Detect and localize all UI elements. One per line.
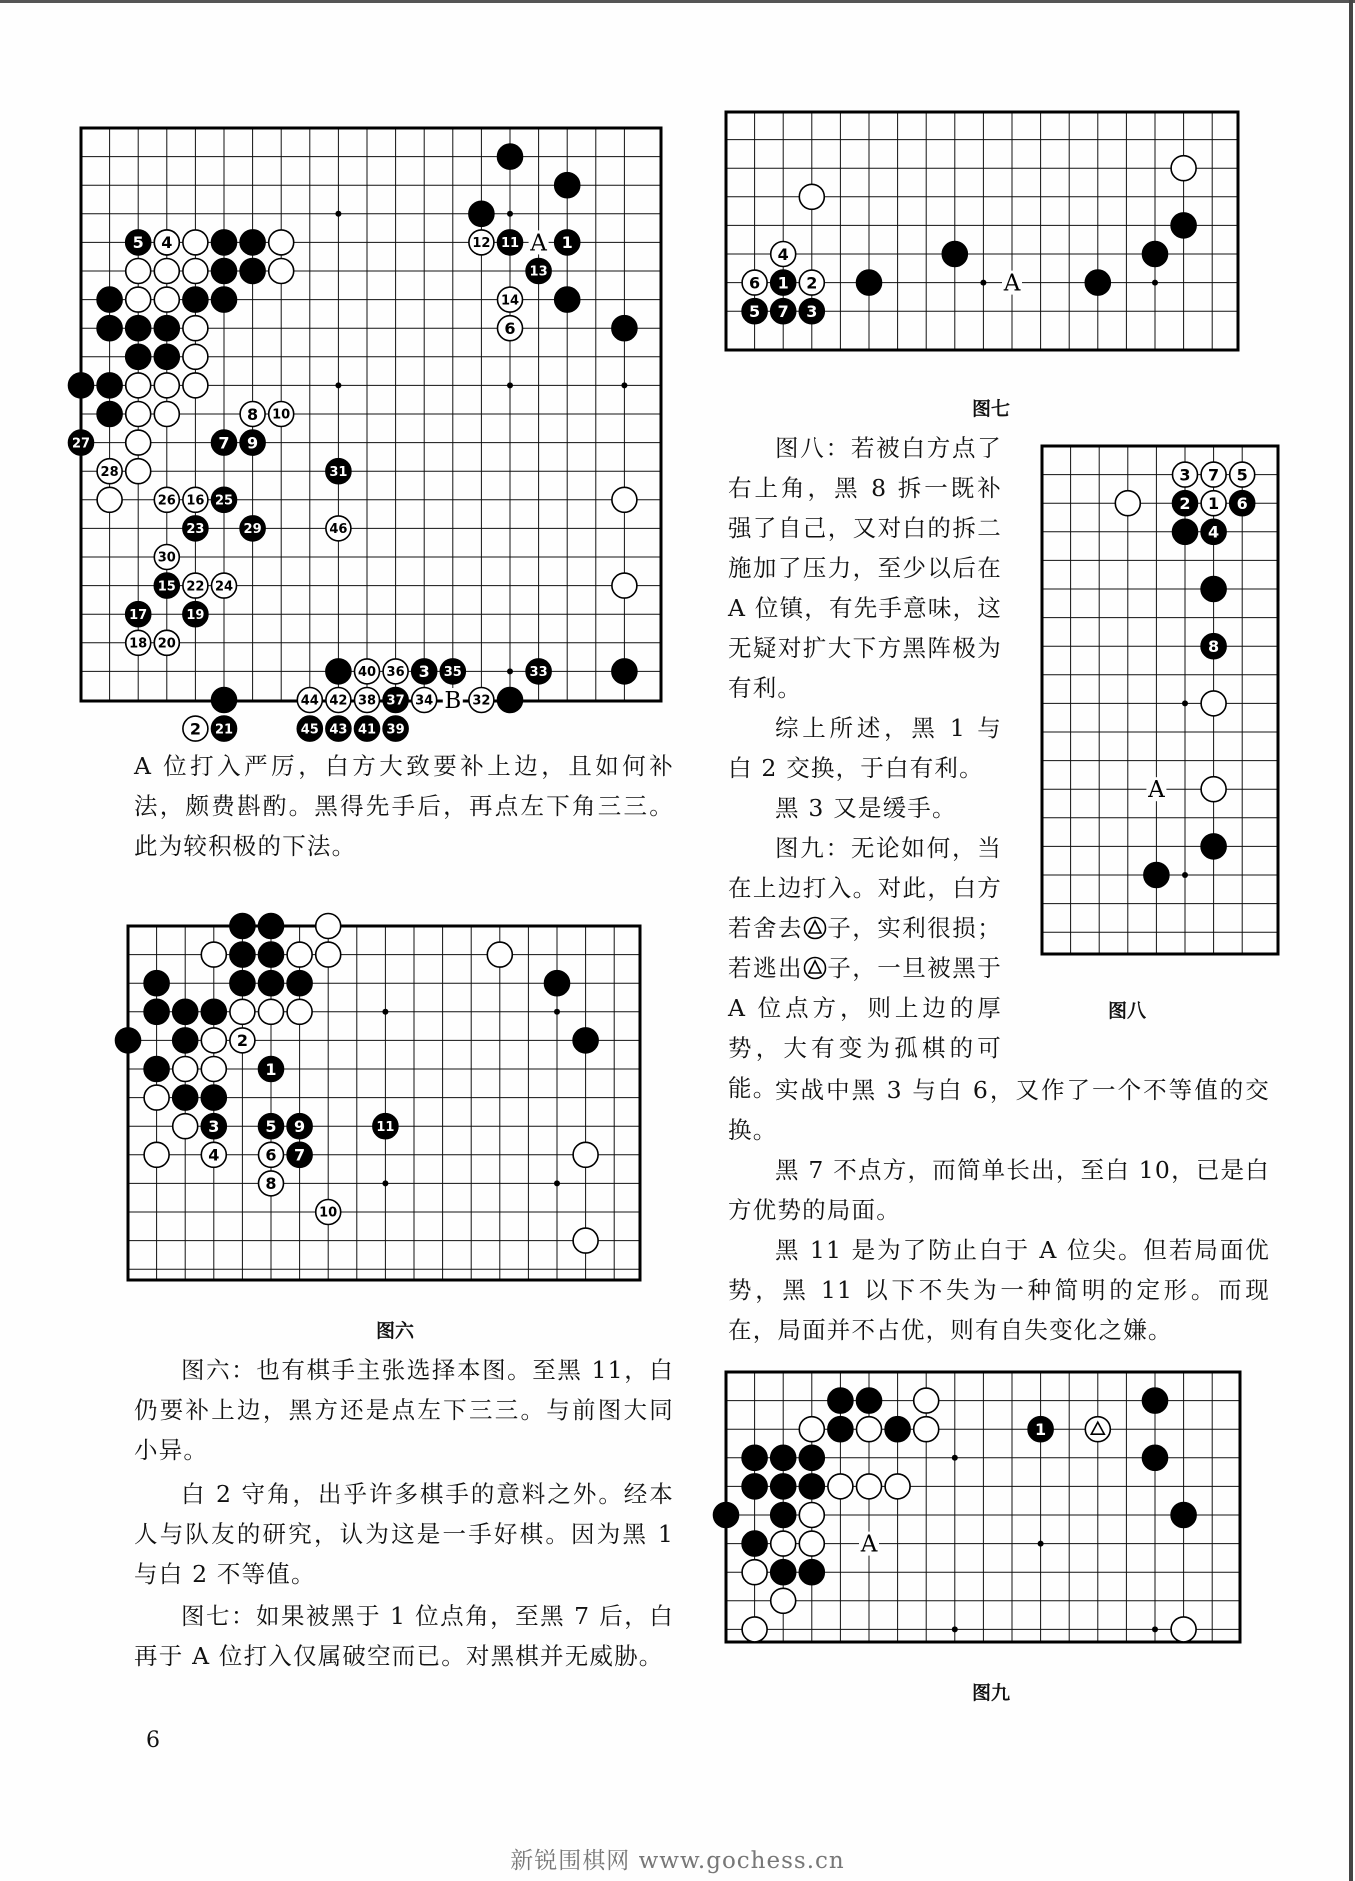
black-stone (212, 688, 237, 713)
stone-number: 39 (386, 722, 405, 738)
para8-part-a: 图九：无论如何，当在上边打入。对此，白方若舍去 (728, 834, 1002, 942)
stone-number: 18 (129, 636, 148, 652)
white-stone (259, 999, 284, 1024)
black-stone (259, 971, 284, 996)
white-stone (183, 373, 208, 398)
black-stone (742, 1474, 767, 1499)
white-stone (828, 1474, 853, 1499)
white-stone (287, 999, 312, 1024)
star-point (507, 211, 513, 217)
paragraph-11: 黑 11 是为了防止白于 A 位尖。但若局面优势，黑 11 以下不失为一种简明的定形。而现在，局面并不占优，则有自失变化之嫌。 (728, 1236, 1270, 1344)
stone-number: 9 (294, 1116, 306, 1136)
stone-number: 44 (300, 693, 319, 709)
stone-number: 2 (236, 1031, 248, 1051)
black-stone (555, 287, 580, 312)
white-stone (1115, 491, 1140, 516)
stone-number: 3 (208, 1116, 220, 1136)
star-point (507, 668, 513, 674)
white-stone (183, 316, 208, 341)
white-stone (154, 287, 179, 312)
star-point (335, 211, 341, 217)
stone-number: 10 (272, 407, 291, 423)
black-stone (97, 373, 122, 398)
white-stone (183, 230, 208, 255)
stone-number: 2 (806, 273, 818, 293)
stone-number: 27 (71, 436, 91, 452)
black-stone (1171, 213, 1196, 238)
stone-number: 2 (1179, 493, 1191, 513)
paragraph-2: 图六：也有棋手主张选择本图。至黑 11，白仍要补上边，黑方还是点左下三三。与前图大同小异。 (134, 1356, 674, 1464)
black-stone (173, 1085, 198, 1110)
figure-7-caption: 图七 (972, 398, 1011, 420)
black-stone (469, 201, 494, 226)
stone-number: 29 (243, 522, 262, 538)
stone-number: 22 (186, 579, 205, 595)
star-point (554, 1009, 560, 1015)
black-stone (771, 1474, 796, 1499)
board-letter-a: A (1148, 777, 1165, 804)
black-stone (612, 659, 637, 684)
black-stone (828, 1417, 853, 1442)
stone-number: 36 (386, 665, 405, 681)
black-stone (545, 971, 570, 996)
stone-number: 32 (472, 693, 491, 709)
black-stone (144, 999, 169, 1024)
star-point (980, 280, 986, 286)
star-point (382, 1009, 388, 1015)
stone-number: 38 (357, 693, 377, 709)
white-stone (316, 914, 341, 939)
black-stone (240, 230, 265, 255)
page-number: 6 (146, 1728, 160, 1753)
white-stone (97, 487, 122, 512)
star-point (1038, 1541, 1044, 1547)
black-stone (1144, 863, 1169, 888)
paragraph-7: 黑 3 又是缓手。 (775, 794, 957, 822)
stone-number: 7 (777, 301, 789, 321)
white-stone (612, 573, 637, 598)
white-stone (1201, 777, 1226, 802)
black-stone (201, 1085, 226, 1110)
stone-number: 4 (777, 244, 789, 264)
para8-part-c: 子，一旦被黑于 A 位点方，则上边的厚势，大有变为孤棋的可能。 (728, 954, 1002, 1102)
stone-number: 8 (265, 1174, 277, 1194)
stone-number: 1 (265, 1059, 277, 1079)
black-stone (771, 1560, 796, 1585)
star-point (621, 382, 627, 388)
black-stone (799, 1474, 824, 1499)
stone-number: 11 (376, 1119, 395, 1135)
stone-number: 46 (329, 522, 348, 538)
stone-number: 5 (132, 233, 144, 253)
black-stone (201, 999, 226, 1024)
black-stone (742, 1445, 767, 1470)
paragraph-5: 图八：若被白方点了右上角，黑 8 拆一既补强了自己，又对白的拆二施加了压力，至少以后在 A 位镇，有先手意味，这无疑对扩大下方黑阵极为有利。 (728, 434, 1002, 702)
white-stone (742, 1560, 767, 1585)
stone-number: 4 (161, 233, 173, 253)
stone-number: 37 (386, 693, 405, 709)
black-stone (240, 259, 265, 284)
white-stone (144, 1142, 169, 1167)
stone-number: 3 (418, 662, 430, 682)
black-stone (573, 1028, 598, 1053)
stone-number: 6 (1236, 493, 1248, 513)
white-stone (771, 1531, 796, 1556)
triangle-stone-icon (803, 914, 827, 942)
white-stone (126, 430, 151, 455)
stone-number: 12 (472, 236, 491, 252)
paragraph-3: 白 2 守角，出乎许多棋手的意料之外。经本人与队友的研究，认为这是一手好棋。因为黑 1 与白 2 不等值。 (134, 1480, 674, 1588)
black-stone (555, 173, 580, 198)
white-stone (914, 1388, 939, 1413)
white-stone (799, 1531, 824, 1556)
stone-number: 1 (1035, 1419, 1047, 1439)
white-stone (914, 1417, 939, 1442)
stone-number: 6 (749, 273, 761, 293)
stone-number: 7 (1208, 465, 1220, 485)
stone-number: 20 (157, 636, 176, 652)
black-stone (1143, 1388, 1168, 1413)
white-stone (126, 402, 151, 427)
triangle-stone-icon (803, 954, 827, 982)
black-stone (1085, 270, 1110, 295)
stone-number: 8 (1208, 636, 1220, 656)
stone-number: 4 (208, 1145, 220, 1165)
white-stone (316, 942, 341, 967)
black-stone (69, 373, 94, 398)
stone-number: 30 (157, 550, 176, 566)
white-stone (573, 1142, 598, 1167)
stone-number: 17 (129, 607, 148, 623)
white-stone (742, 1617, 767, 1642)
stone-number: 13 (529, 264, 548, 280)
stone-number: 23 (186, 522, 205, 538)
paragraph-6: 综上所述，黑 1 与白 2 交换，于白有利。 (728, 714, 1002, 782)
white-stone (487, 942, 512, 967)
star-point (382, 1180, 388, 1186)
white-stone (799, 1417, 824, 1442)
black-stone (97, 316, 122, 341)
white-stone (230, 999, 255, 1024)
stone-number: 45 (300, 722, 319, 738)
white-stone (201, 1057, 226, 1082)
black-stone (126, 344, 151, 369)
black-stone (183, 287, 208, 312)
white-stone (771, 1588, 796, 1613)
board-letter-a: A (860, 1531, 878, 1558)
black-stone (230, 914, 255, 939)
black-stone (144, 1057, 169, 1082)
black-stone (771, 1445, 796, 1470)
star-point (1182, 872, 1188, 878)
star-point (335, 382, 341, 388)
stone-number: 43 (329, 722, 348, 738)
figure-6-caption: 图六 (376, 1320, 415, 1342)
white-stone (154, 402, 179, 427)
board-letter-b: B (444, 688, 462, 714)
stone-number: 9 (247, 433, 259, 453)
triangle-marked-stone (1085, 1417, 1110, 1442)
white-stone (857, 1417, 882, 1442)
stone-number: 28 (100, 464, 119, 480)
white-stone (1171, 1617, 1196, 1642)
stone-number: 3 (1179, 465, 1191, 485)
black-stone (97, 402, 122, 427)
stone-number: 41 (357, 722, 377, 738)
black-stone (173, 1028, 198, 1053)
black-stone (1201, 834, 1226, 859)
stone-number: 34 (415, 693, 434, 709)
board-figure-9 (704, 1360, 1248, 1652)
board-letter-a: A (1003, 270, 1021, 297)
paragraph-10: 黑 7 不点方，而简单长出，至白 10，已是白方优势的局面。 (728, 1156, 1270, 1224)
white-stone (1201, 691, 1226, 716)
black-stone (287, 971, 312, 996)
stone-number: 14 (500, 293, 520, 309)
black-stone (116, 1028, 141, 1053)
black-stone (498, 688, 523, 713)
page-top-border (0, 0, 1355, 3)
star-point (1182, 700, 1188, 706)
stone-number: 11 (500, 236, 520, 252)
black-stone (714, 1503, 739, 1528)
black-stone (230, 942, 255, 967)
stone-number: 6 (504, 318, 516, 338)
board-diagram-1 (71, 126, 670, 739)
white-stone (126, 287, 151, 312)
black-stone (230, 971, 255, 996)
stone-number: 26 (157, 493, 176, 509)
black-stone (154, 316, 179, 341)
white-stone (173, 1057, 198, 1082)
black-stone (1201, 577, 1226, 602)
black-stone (173, 999, 198, 1024)
white-stone (857, 1474, 882, 1499)
black-stone (1173, 519, 1198, 544)
black-stone (742, 1531, 767, 1556)
white-stone (287, 942, 312, 967)
figure-9-caption: 图九 (972, 1682, 1011, 1704)
stone-number: 31 (329, 464, 348, 480)
stone-number: 4 (1208, 522, 1220, 542)
stone-number: 16 (186, 493, 205, 509)
stone-number: 24 (214, 579, 234, 595)
white-stone (885, 1474, 910, 1499)
stone-number: 2 (189, 719, 201, 739)
board-figure-8 (1032, 444, 1280, 960)
black-stone (126, 316, 151, 341)
white-stone (573, 1228, 598, 1253)
white-stone (799, 1503, 824, 1528)
white-stone (269, 259, 294, 284)
black-stone (97, 287, 122, 312)
white-stone (126, 259, 151, 284)
white-stone (126, 459, 151, 484)
stone-number: 35 (443, 665, 462, 681)
black-stone (799, 1560, 824, 1585)
black-stone (326, 659, 351, 684)
black-stone (1171, 1503, 1196, 1528)
black-stone (259, 942, 284, 967)
black-stone (799, 1445, 824, 1470)
board-figure-7 (722, 112, 1244, 356)
star-point (554, 1180, 560, 1186)
board-letter-a: A (530, 230, 547, 257)
white-stone (269, 230, 294, 255)
stone-number: 7 (294, 1145, 306, 1165)
black-stone (857, 270, 882, 295)
star-point (952, 1455, 958, 1461)
white-stone (201, 942, 226, 967)
stone-number: 6 (265, 1145, 277, 1165)
black-stone (154, 344, 179, 369)
black-stone (212, 230, 237, 255)
figure-8-caption: 图八 (1108, 1000, 1147, 1022)
white-stone (173, 1114, 198, 1139)
stone-number: 1 (1208, 493, 1220, 513)
paragraph-1: A 位打入严厉，白方大致要补上边，且如何补法，颇费斟酌。黑得先手后，再点左下角三三。此为较积极的下法。 (134, 752, 674, 860)
stone-number: 42 (329, 693, 348, 709)
stone-number: 1 (561, 233, 573, 253)
stone-number: 19 (186, 607, 205, 623)
stone-number: 5 (265, 1116, 277, 1136)
star-point (1152, 1626, 1158, 1632)
paragraph-4: 图七：如果被黑于 1 位点角，至黑 7 后，白再于 A 位打入仅属破空而已。对黑棋并无威胁。 (134, 1602, 674, 1670)
stone-number: 21 (214, 722, 234, 738)
star-point (1152, 280, 1158, 286)
black-stone (771, 1503, 796, 1528)
black-stone (1143, 1445, 1168, 1470)
stone-number: 5 (749, 301, 761, 321)
star-point (507, 382, 513, 388)
white-stone (183, 259, 208, 284)
white-stone (154, 259, 179, 284)
white-stone (144, 1085, 169, 1110)
black-stone (1143, 242, 1168, 267)
black-stone (212, 259, 237, 284)
stone-number: 15 (157, 579, 176, 595)
star-point (952, 1626, 958, 1632)
white-stone (183, 344, 208, 369)
stone-number: 7 (218, 433, 230, 453)
paragraph-8 (728, 828, 1002, 1108)
white-stone (612, 487, 637, 512)
stone-number: 33 (529, 665, 548, 681)
stone-number: 40 (357, 665, 377, 681)
black-stone (828, 1388, 853, 1413)
paragraph-9: 实战中黑 3 与白 6，又作了一个不等值的交换。 (728, 1076, 1270, 1144)
black-stone (144, 971, 169, 996)
black-stone (942, 242, 967, 267)
stone-number: 5 (1236, 465, 1248, 485)
black-stone (212, 287, 237, 312)
para8-part-b: 子，实利很损；若逃出 (728, 914, 1002, 982)
white-stone (1171, 156, 1196, 181)
board-figure-6 (124, 924, 648, 1286)
stone-number: 25 (214, 493, 234, 509)
white-stone (126, 373, 151, 398)
black-stone (612, 316, 637, 341)
stone-number: 8 (247, 404, 259, 424)
stone-number: 10 (319, 1205, 338, 1221)
black-stone (498, 144, 523, 169)
white-stone (154, 373, 179, 398)
white-stone (799, 184, 824, 209)
black-stone (259, 914, 284, 939)
black-stone (885, 1417, 910, 1442)
page-right-border (1349, 0, 1353, 1881)
black-stone (857, 1388, 882, 1413)
stone-number: 1 (777, 273, 789, 293)
watermark: 新锐围棋网 www.gochess.cn (510, 1848, 845, 1874)
white-stone (201, 1028, 226, 1053)
stone-number: 3 (806, 301, 818, 321)
